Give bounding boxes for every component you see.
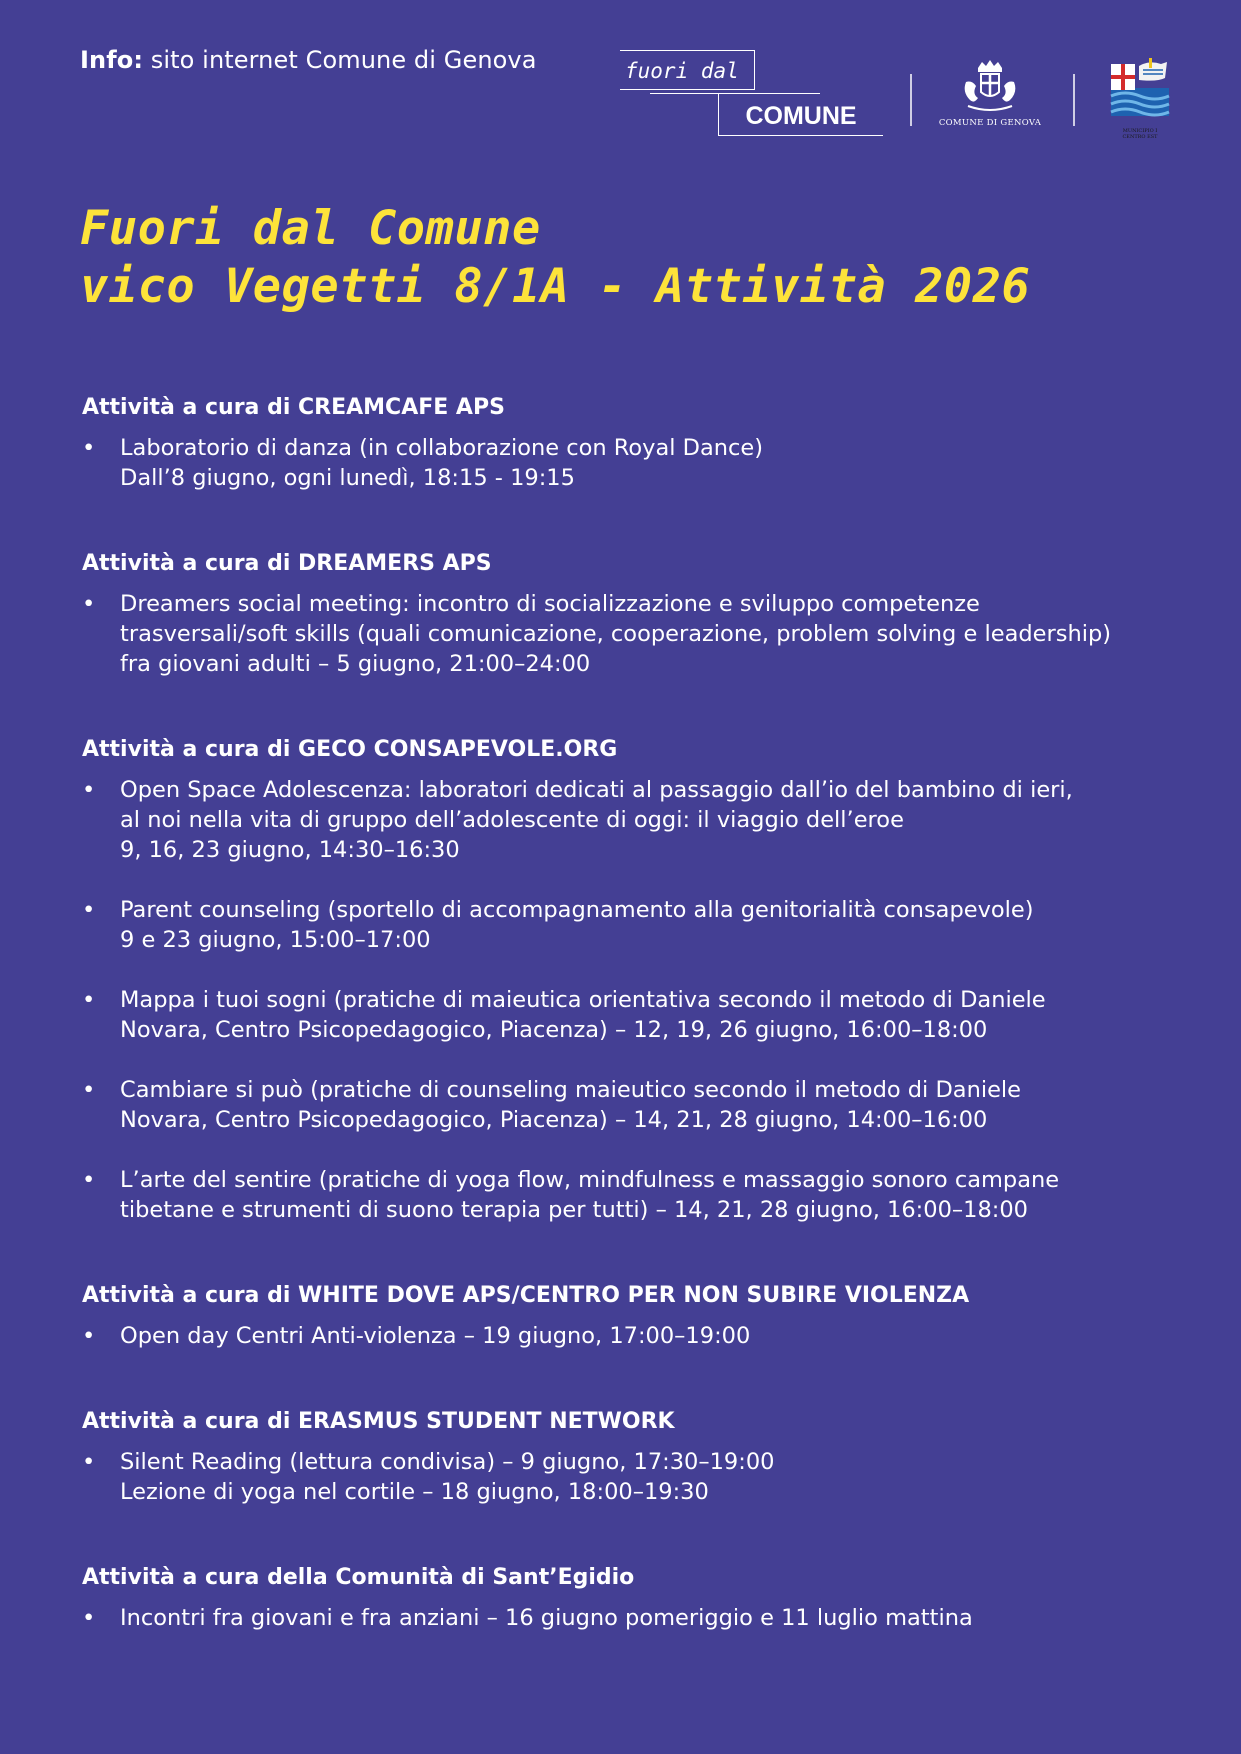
section-heading: Attività a cura di CREAMCAFE APS [82, 395, 505, 420]
activity-item [82, 775, 1182, 865]
activities-list [82, 393, 1182, 1633]
activity-item [82, 1447, 1182, 1507]
activity-item-line: Dall’8 giugno, ogni lunedì, 18:15 - 19:15 [120, 465, 575, 491]
activity-item [82, 985, 1182, 1045]
activity-item-line: • Cambiare si può (pratiche di counseling maieutico secondo il metodo di Daniele [120, 1077, 1022, 1103]
activity-item-line: • L’arte del sentire (pratiche di yoga flow, mindfulness e massaggio sonoro campane [120, 1167, 1060, 1193]
section-heading: Attività a cura di ERASMUS STUDENT NETWORK [82, 1409, 675, 1434]
activity-item-line: 9, 16, 23 giugno, 14:30–16:30 [120, 837, 460, 863]
page-title [80, 200, 1030, 316]
activity-item-line: • Dreamers social meeting: incontro di socializzazione e sviluppo competenze [120, 591, 980, 617]
municipio-label-line1: MUNICIPIO I [1122, 128, 1158, 134]
info-text: sito internet Comune di Genova [143, 46, 537, 74]
info-line [80, 46, 537, 74]
activity-item-line: Lezione di yoga nel cortile – 18 giugno, 18:00–19:30 [120, 1479, 709, 1505]
section-heading: Attività a cura della Comunità di Sant’Egidio [82, 1565, 635, 1590]
municipio-label-line2: CENTRO EST [1122, 134, 1158, 140]
genova-logo-label: COMUNE DI GENOVA [938, 118, 1042, 128]
activity-section [82, 393, 1182, 493]
activity-item [82, 1165, 1182, 1225]
activity-item-line: • Laboratorio di danza (in collaborazione con Royal Dance) [120, 435, 764, 461]
activity-item-line: • Open Space Adolescenza: laboratori dedicati al passaggio dall’io del bambino di ieri, [120, 777, 1073, 803]
activity-item [82, 589, 1182, 679]
activity-section [82, 549, 1182, 679]
activity-section [82, 1281, 1182, 1351]
logo-separator [1073, 74, 1075, 126]
activity-item-line: • Open day Centri Anti-violenza – 19 giugno, 17:00–19:00 [120, 1323, 751, 1349]
activity-section [82, 1563, 1182, 1633]
activity-item-line: fra giovani adulti – 5 giugno, 21:00–24:00 [120, 651, 591, 677]
municipio-label [1105, 128, 1175, 140]
section-heading: Attività a cura di DREAMERS APS [82, 551, 492, 576]
section-heading: Attività a cura di GECO CONSAPEVOLE.ORG [82, 737, 618, 762]
activity-item [82, 1075, 1182, 1135]
genova-coat-of-arms-icon [958, 58, 1022, 116]
activity-section [82, 1407, 1182, 1507]
info-label: Info: [80, 46, 144, 74]
activity-item-line: trasversali/soft skills (quali comunicazione, cooperazione, problem solving e leadership) [120, 621, 1112, 647]
page-title-line1: Fuori dal Comune [80, 201, 541, 256]
activity-item-line: tibetane e strumenti di suono terapia per tutti) – 14, 21, 28 giugno, 16:00–18:00 [120, 1197, 1028, 1223]
logo-separator [910, 74, 912, 126]
activity-item-line: Novara, Centro Psicopedagogico, Piacenza) – 12, 19, 26 giugno, 16:00–18:00 [120, 1017, 988, 1043]
activity-item-line: Novara, Centro Psicopedagogico, Piacenza) – 14, 21, 28 giugno, 14:00–16:00 [120, 1107, 988, 1133]
activity-item [82, 1603, 1182, 1633]
logo-fdc-top: fuori dal [620, 50, 755, 90]
fuori-dal-comune-logo [620, 48, 890, 140]
municipio-emblem-icon [1109, 58, 1171, 122]
activity-item-line: • Parent counseling (sportello di accompagnamento alla genitorialità consapevole) [120, 897, 1034, 923]
activity-item [82, 1321, 1182, 1351]
activity-item-line: al noi nella vita di gruppo dell’adolescente di oggi: il viaggio dell’eroe [120, 807, 904, 833]
activity-item [82, 433, 1182, 493]
activity-item [82, 895, 1182, 955]
activity-item-line: • Silent Reading (lettura condivisa) – 9 giugno, 17:30–19:00 [120, 1449, 775, 1475]
activity-item-line: • Mappa i tuoi sogni (pratiche di maieutica orientativa secondo il metodo di Daniele [120, 987, 1046, 1013]
comune-di-genova-logo [935, 58, 1045, 132]
activity-section [82, 735, 1182, 1225]
activity-item-line: • Incontri fra giovani e fra anziani – 16 giugno pomeriggio e 11 luglio mattina [120, 1605, 973, 1631]
logo-fdc-bottom: COMUNE [718, 94, 883, 136]
activity-item-line: 9 e 23 giugno, 15:00–17:00 [120, 927, 431, 953]
municipio-logo [1105, 58, 1175, 142]
section-heading: Attività a cura di WHITE DOVE APS/CENTRO PER NON SUBIRE VIOLENZA [82, 1283, 970, 1308]
page-title-line2: vico Vegetti 8/1A - Attività 2026 [80, 259, 1031, 314]
